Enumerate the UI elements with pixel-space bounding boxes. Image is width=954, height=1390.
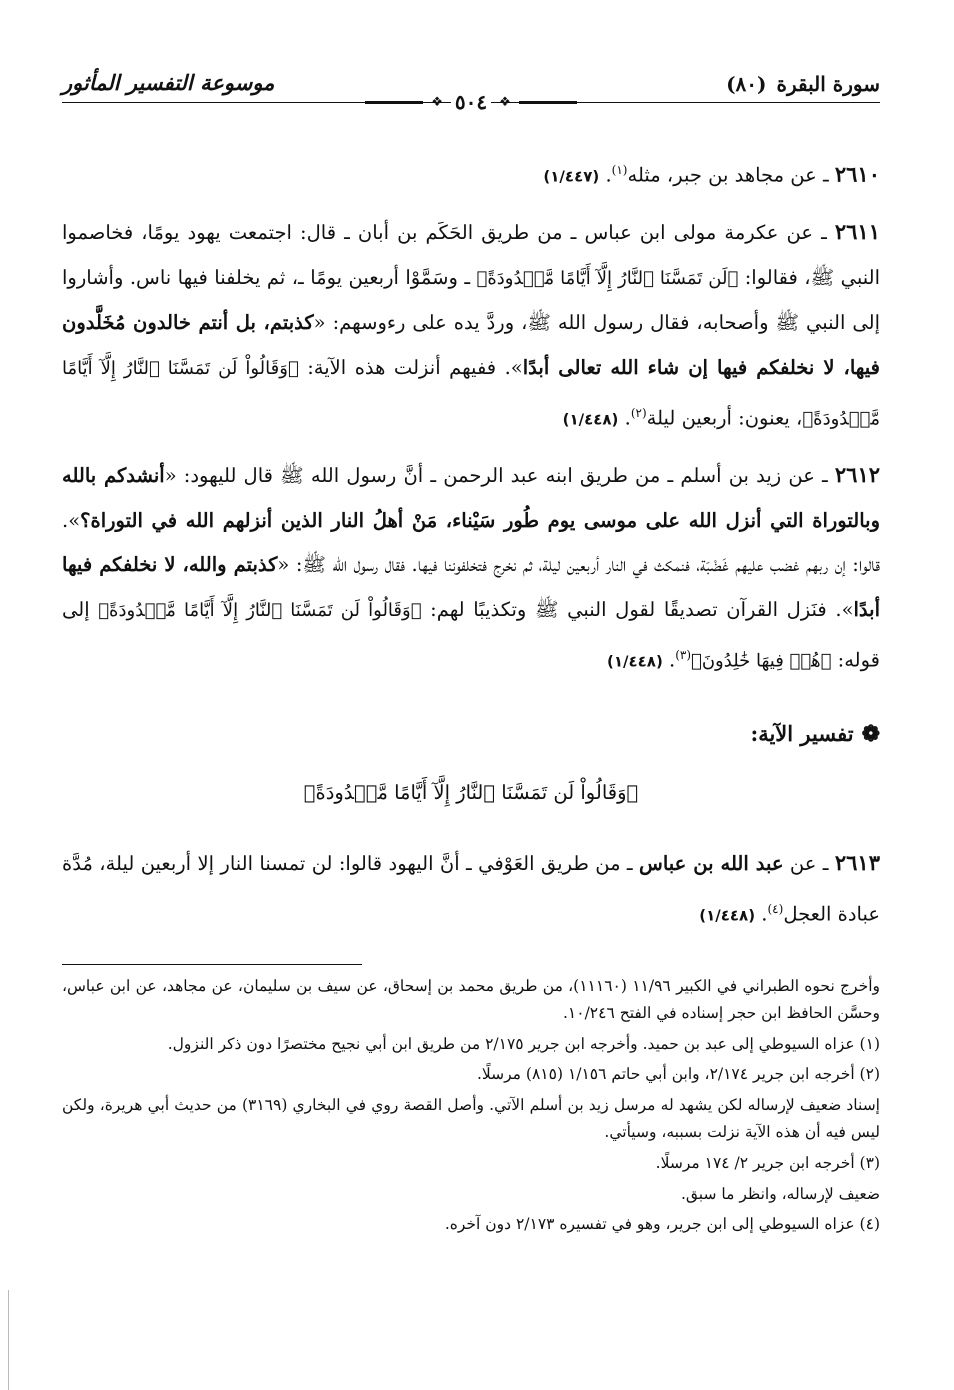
- book-title: موسوعة التفسير المأثور: [62, 70, 275, 95]
- narration-list-after: [62, 841, 880, 938]
- quran-quote: ﴿وَقَالُواْ لَن تَمَسَّنَا ٱلنَّارُ إِلَّآ أَيَّامًا مَّعۡدُودَةً﴾: [62, 357, 880, 430]
- narration-text: ـ عن: [783, 852, 835, 875]
- footnote-marker: (١): [611, 163, 628, 177]
- hadith-quote: كذبتم، بل أنتم خالدون مُخَلَّدون فيها، لا نخلفكم فيها إن شاء الله تعالى أبدًا: [62, 311, 880, 379]
- quran-verse: ﴿وَقَالُواْ لَن تَمَسَّنَا ٱلنَّارُ إِلَّآ أَيَّامًا مَّعۡدُودَةً﴾: [303, 780, 639, 804]
- narration-text: ـ من طريق العَوْفي ـ أنَّ اليهود قالوا: لن تمسنا النار إلا أربعين ليلة، مُدَّة عبادة العجل: [62, 852, 880, 925]
- footnote-marker: (٣): [675, 648, 692, 662]
- main-text: [62, 148, 880, 938]
- footnote: (٣) أخرجه ابن جرير ٢/ ١٧٤ مرسلًا.: [655, 1154, 880, 1173]
- surah-name: سورة البقرة: [776, 72, 880, 96]
- ornament-line-right: [519, 101, 577, 104]
- narration-number: ٢٦١٢: [834, 462, 881, 487]
- ayah-number: (٨٠): [726, 72, 767, 96]
- document-page: [62, 60, 880, 1242]
- volume-page-ref: (١/٤٤٨): [699, 906, 756, 924]
- page-number-group: [62, 90, 880, 114]
- page-edge-line: [8, 1290, 9, 1390]
- narration-text: ـ عن زيد بن أسلم ـ من طريق ابنه عبد الرحمن ـ أنَّ رسول الله ﷺ قال لليهود: «: [164, 464, 835, 487]
- narration-text: إلى قوله:: [62, 597, 880, 672]
- footnote: ضعيف لإرساله، وانظر ما سبق.: [680, 1184, 880, 1203]
- narration-text: ـ عن عكرمة مولى ابن عباس ـ من طريق الحَكَم بن أبان ـ قال: اجتمعت يهود يومًا، فخاصموا النبي ﷺ، فقالوا:: [62, 221, 880, 289]
- narration-text: .: [618, 406, 631, 430]
- footnote: وأخرج نحوه الطبراني في الكبير ١١/٩٦ (١١١٦٠)، من طريق محمد بن إسحاق، عن سيف بن سليمان، عن مجاهد، عن ابن عباس، وحسَّن الحافظ ابن حجر إسناده في الفتح ١٠/٢٤٦.: [62, 976, 880, 1023]
- narration-text: ». قالوا: إن ربهم غضب عليهم غَضْبَة، فنمكث في النار أربعين ليلة، ثم نخرج فتخلفوننا فيها. فقال رسول الله ﷺ: «: [62, 508, 881, 576]
- quran-quote: ﴿لَن تَمَسَّنَا ٱلنَّارُ إِلَّآ أَيَّامًا مَّعۡدُودَةً﴾: [476, 267, 739, 289]
- hadith-quote: أنشدكم بالله وبالتوراة التي أنزل الله على موسى يوم طُور سَيْناء، مَنْ أهلُ النار الذين أنزلهم الله في التوراة؟: [62, 464, 880, 532]
- ornament-icon: ❖: [431, 94, 443, 110]
- narration-text: ـ عن مجاهد بن جبر، مثله: [627, 163, 835, 187]
- footnotes: [62, 973, 880, 1239]
- narration-number: ٢٦١١: [834, 219, 880, 244]
- footnote: (١) عزاه السيوطي إلى عبد بن حميد. وأخرجه ابن جرير ٢/١٧٥ من طريق ابن أبي نجيح مختصرًا دون ذكر النزول.: [167, 1034, 880, 1053]
- ornament-line-left: [365, 101, 423, 104]
- narration-number: ٢٦١٠: [834, 161, 880, 187]
- hadith-quote: عبد الله بن عباس: [639, 852, 784, 875]
- narration-number: ٢٦١٣: [834, 850, 880, 875]
- footnote-marker: (٢): [630, 406, 647, 420]
- ornament-icon: ❖: [499, 94, 511, 110]
- narration-entry: [62, 841, 880, 938]
- quran-quote: ﴿وَقَالُواْ لَن تَمَسَّنَا ٱلنَّارُ إِلَّآ أَيَّامًا مَّعۡدُودَةً﴾: [98, 599, 422, 621]
- narration-text: ». ففيهم أنزلت هذه الآية:: [298, 355, 523, 379]
- volume-page-ref: (١/٤٤٨): [606, 652, 663, 671]
- page-number: ٥٠٤: [451, 90, 491, 114]
- narration-entry: [62, 148, 880, 199]
- narration-text: ـ وسَمَّوْا أربعين يومًا ـ، ثم يخلفنا فيها ناس. وأشاروا إلى النبي ﷺ وأصحابه، فقال رسول الله ﷺ، وردَّ يده على رءوسهم: «: [62, 265, 880, 334]
- narration-text: ، يعنون: أربعين ليلة: [646, 406, 803, 430]
- narration-entry: [62, 210, 880, 442]
- quran-quote: ﴿هُمۡ فِيهَا خَٰلِدُونَ﴾: [691, 650, 832, 672]
- narration-text: .: [599, 163, 612, 187]
- footnote: (٢) أخرجه ابن جرير ٢/١٧٤، وابن أبي حاتم ١/١٥٦ (٨١٥) مرسلًا.: [476, 1065, 880, 1084]
- section-title-text: تفسير الآية:: [750, 721, 854, 746]
- volume-page-ref: (١/٤٤٨): [562, 410, 619, 429]
- hadith-quote: كذبتم والله، لا نخلفكم فيها أبدًا: [62, 553, 881, 621]
- footnote: (٤) عزاه السيوطي إلى ابن جرير، وهو في تفسيره ٢/١٧٣ دون آخره.: [444, 1215, 880, 1234]
- footnote: إسناد ضعيف لإرساله لكن يشهد له مرسل زيد بن أسلم الآتي. وأصل القصة روي في البخاري (٣١٦٩) من حديث أبي هريرة، ولكن ليس فيه أن هذه الآية نزلت بسببه، وسيأتي.: [62, 1095, 880, 1142]
- page-header: [62, 60, 880, 114]
- narration-text: .: [755, 902, 768, 925]
- narration-entry: [62, 453, 880, 684]
- section-heading: [62, 712, 880, 757]
- narration-text: .: [662, 648, 676, 672]
- narration-text: ». فنَزل القرآن تصديقًا لقول النبي ﷺ وتكذيبًا لهم:: [421, 597, 854, 621]
- volume-page-ref: (١/٤٤٧): [543, 167, 600, 186]
- narration-list: [62, 148, 880, 684]
- flower-ornament-icon: ❁: [861, 721, 880, 747]
- footnote-marker: (٤): [767, 901, 784, 916]
- footnote-divider: [62, 964, 362, 965]
